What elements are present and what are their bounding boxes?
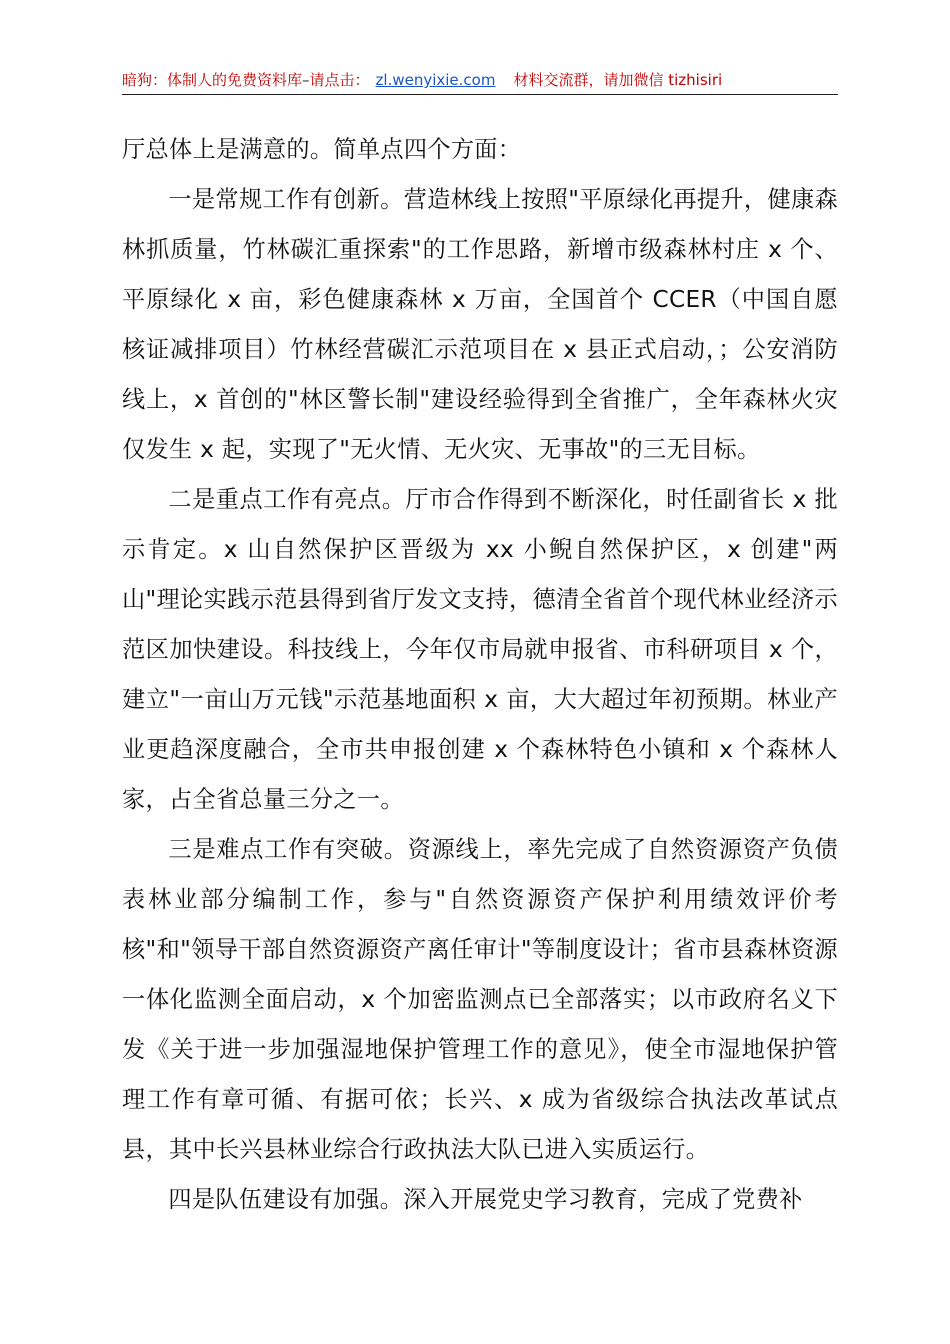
paragraph-key-work: 二是重点工作有亮点。厅市合作得到不断深化，时任副省长 x 批示肯定。x 山自然保护区晋级为 xx 小鲵自然保护区，x 创建"两山"理论实践示范县得到省厅发文支持，德清全省首个现代林业经济示范区加快建设。科技线上，今年仅市局就申报省、市科研项目 x 个，建立"一亩山万元钱"示范基地面积 x 亩，大大超过年初预期。林业产业更趋深度融合，全市共申报创建 x 个森林特色小镇和 x 个森林人家，占全省总量三分之一。: [122, 486, 838, 813]
header-link[interactable]: zl.wenyixie.com: [375, 71, 496, 89]
page-header: [122, 70, 838, 95]
paragraph-difficult-work: 三是难点工作有突破。资源线上，率先完成了自然资源资产负债表林业部分编制工作，参与"自然资源资产保护利用绩效评价考核"和"领导干部自然资源资产离任审计"等制度设计；省市县森林资源一体化监测全面启动，x 个加密监测点已全部落实；以市政府名义下发《关于进一步加强湿地保护管理工作的意见》，使全市湿地保护管理工作有章可循、有据可依；长兴、x 成为省级综合执法改革试点县，其中长兴县林业综合行政执法大队已进入实质运行。: [122, 836, 838, 1163]
header-group-info: 材料交流群，请加微信 tizhisiri: [513, 71, 723, 89]
paragraph-continuation: 厅总体上是满意的。简单点四个方面：: [122, 136, 522, 163]
document-body: [122, 125, 838, 1225]
paragraph-team-building: 四是队伍建设有加强。深入开展党史学习教育，完成了党费补: [168, 1186, 803, 1213]
header-brand: 暗狗：体制人的免费资料库: [122, 71, 303, 89]
paragraph-routine-work: 一是常规工作有创新。营造林线上按照"平原绿化再提升，健康森林抓质量，竹林碳汇重探索"的工作思路，新增市级森林村庄 x 个、平原绿化 x 亩，彩色健康森林 x 万亩，全国首个 CCER（中国自愿核证减排项目）竹林经营碳汇示范项目在 x 县正式启动，；公安消防线上，x 首创的"林区警长制"建设经验得到全省推广，全年森林火灾仅发生 x 起，实现了"无火情、无火灾、无事故"的三无目标。: [122, 186, 838, 463]
header-prompt: 请点击：: [309, 71, 370, 89]
header-dash: –: [302, 71, 310, 89]
